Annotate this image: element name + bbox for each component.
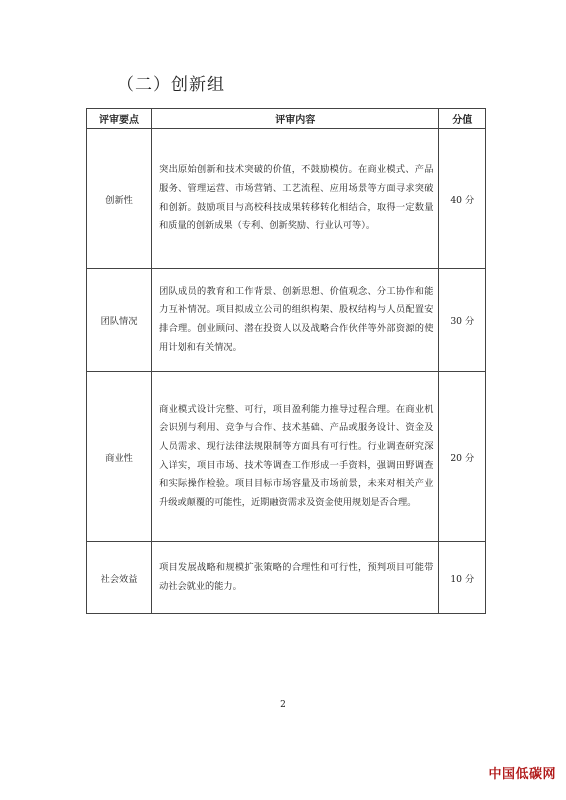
row-content: 项目发展战略和规模扩张策略的合理性和可行性，预判项目可能带动社会就业的能力。 (152, 542, 439, 614)
row-content: 商业模式设计完整、可行，项目盈利能力推导过程合理。在商业机会识别与利用、竞争与合作、技术基础、产品或服务设计、资金及人员需求、现行法律法规限制等方面具有可行性。行业调查研究深入详实，项目市场、技术等调查工作形成一手资料，强调田野调查和实际操作检验。项目目标市场容量及市场前景，未来对相关产业升级或颠覆的可能性，近期融资需求及资金使用规划是否合理。 (152, 372, 439, 542)
header-content: 评审内容 (152, 109, 439, 129)
review-criteria-table (86, 108, 486, 614)
row-score: 30 分 (439, 269, 486, 372)
row-score: 10 分 (439, 542, 486, 614)
row-content: 团队成员的教育和工作背景、创新思想、价值观念、分工协作和能力互补情况。项目拟成立公司的组织构架、股权结构与人员配置安排合理。创业顾问、潜在投资人以及战略合作伙伴等外部资源的使用计划和有关情况。 (152, 269, 439, 372)
row-criterion: 创新性 (87, 129, 152, 269)
row-criterion: 商业性 (87, 372, 152, 542)
table-row (87, 269, 486, 372)
table-header-row (87, 109, 486, 129)
table-row (87, 372, 486, 542)
row-score: 20 分 (439, 372, 486, 542)
row-criterion: 社会效益 (87, 542, 152, 614)
site-watermark: 中国低碳网 (488, 767, 556, 782)
section-title: （二）创新组 (117, 75, 225, 95)
header-criterion: 评审要点 (87, 109, 152, 129)
row-content: 突出原始创新和技术突破的价值，不鼓励模仿。在商业模式、产品服务、管理运营、市场营销、工艺流程、应用场景等方面寻求突破和创新。鼓励项目与高校科技成果转移转化相结合，取得一定数量和质量的创新成果（专利、创新奖励、行业认可等）。 (152, 129, 439, 269)
row-score: 40 分 (439, 129, 486, 269)
table-row (87, 129, 486, 269)
header-score: 分值 (439, 109, 486, 129)
page-number: 2 (280, 700, 286, 710)
row-criterion: 团队情况 (87, 269, 152, 372)
table-row (87, 542, 486, 614)
